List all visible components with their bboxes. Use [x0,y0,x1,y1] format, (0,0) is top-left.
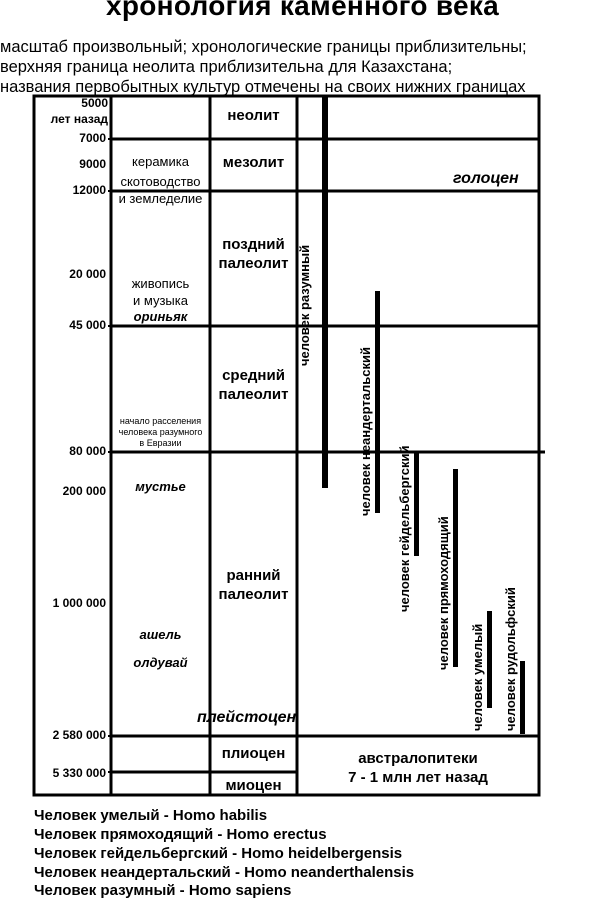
legend-erectus: Человек прямоходящий - Homo erectus [34,826,327,843]
australopithecus-label: австралопитеки [358,750,478,767]
species-label-habilis: человек умелый [470,623,485,731]
tick-1000000: 1 000 000 [52,596,106,610]
culture-painting: живопись [131,276,190,291]
culture-acheulean: ашель [139,627,182,642]
legend-sapiens: Человек разумный - Homo sapiens [34,882,292,899]
species-label-heidelberg: человек гейдельбергский [397,445,412,612]
period-lower-paleolithic-2: палеолит [218,586,289,603]
culture-sapiens-spread-3: в Евразии [139,438,182,448]
tick-units-label: лет назад [50,112,108,126]
legend-heidelbergensis: Человек гейдельбергский - Homo heidelbergensis [34,845,403,862]
bar-heidelberg [414,452,419,556]
period-lower-paleolithic-1: ранний [226,567,281,584]
culture-ceramics: керамика [132,154,189,169]
culture-agriculture: и земледелие [118,191,203,206]
tick-45000: 45 000 [69,318,106,332]
culture-cattle-breeding: скотоводство [120,174,201,189]
page-title: хронология каменного века [105,0,500,21]
bar-neanderthal [375,291,380,513]
culture-sapiens-spread-2: человека разумного [118,427,203,437]
period-middle-paleolithic-2: палеолит [218,386,289,403]
period-middle-paleolithic-1: средний [222,367,285,384]
culture-mousterian: мустье [135,479,186,494]
tick-5000: 5000 [81,96,108,110]
epoch-pleistocene: плейстоцен [197,709,297,726]
tick-200000: 200 000 [62,484,106,498]
tick-12000: 12000 [72,183,106,197]
species-label-sapiens: человек разумный [297,244,312,366]
culture-aurignacian: ориньяк [133,309,188,324]
period-mesolithic: мезолит [222,154,285,171]
legend-habilis: Человек умелый - Homo habilis [34,807,268,824]
tick-20000: 20 000 [69,267,106,281]
bar-habilis [487,611,492,708]
bar-erectus [453,469,458,667]
tick-7000: 7000 [79,131,106,145]
culture-sapiens-spread-1: начало расселения [119,416,202,426]
note-cultures: названия первобытных культур отмечены на своих нижних границах [0,78,526,96]
species-label-erectus: человек прямоходящий [436,516,451,670]
note-scale: масштаб произвольный; хронологические границы приблизительны; [0,38,527,56]
tick-5330000: 5 330 000 [52,766,106,780]
australopithecus-range: 7 - 1 млн лет назад [348,769,488,786]
epoch-holocene: голоцен [453,170,519,187]
period-upper-paleolithic-2: палеолит [218,255,289,272]
tick-2580000: 2 580 000 [52,728,106,742]
species-label-rudolfensis: человек рудольфский [503,587,518,731]
species-label-neanderthal: человек неандертальский [358,347,373,516]
period-neolithic: неолит [227,107,280,124]
period-pliocene: плиоцен [221,745,286,762]
culture-music: и музыка [133,293,188,308]
legend-neanderthalensis: Человек неандертальский - Homo neanderthalensis [34,864,415,881]
note-neolithic-boundary: верхняя граница неолита приблизительна для Казахстана; [0,58,453,76]
tick-9000: 9000 [79,157,106,171]
bar-sapiens [322,96,328,488]
bar-rudolfensis [520,661,525,734]
culture-oldowan: олдувай [133,655,188,670]
period-upper-paleolithic-1: поздний [222,236,285,253]
period-miocene: миоцен [225,777,282,794]
tick-80000: 80 000 [69,444,106,458]
